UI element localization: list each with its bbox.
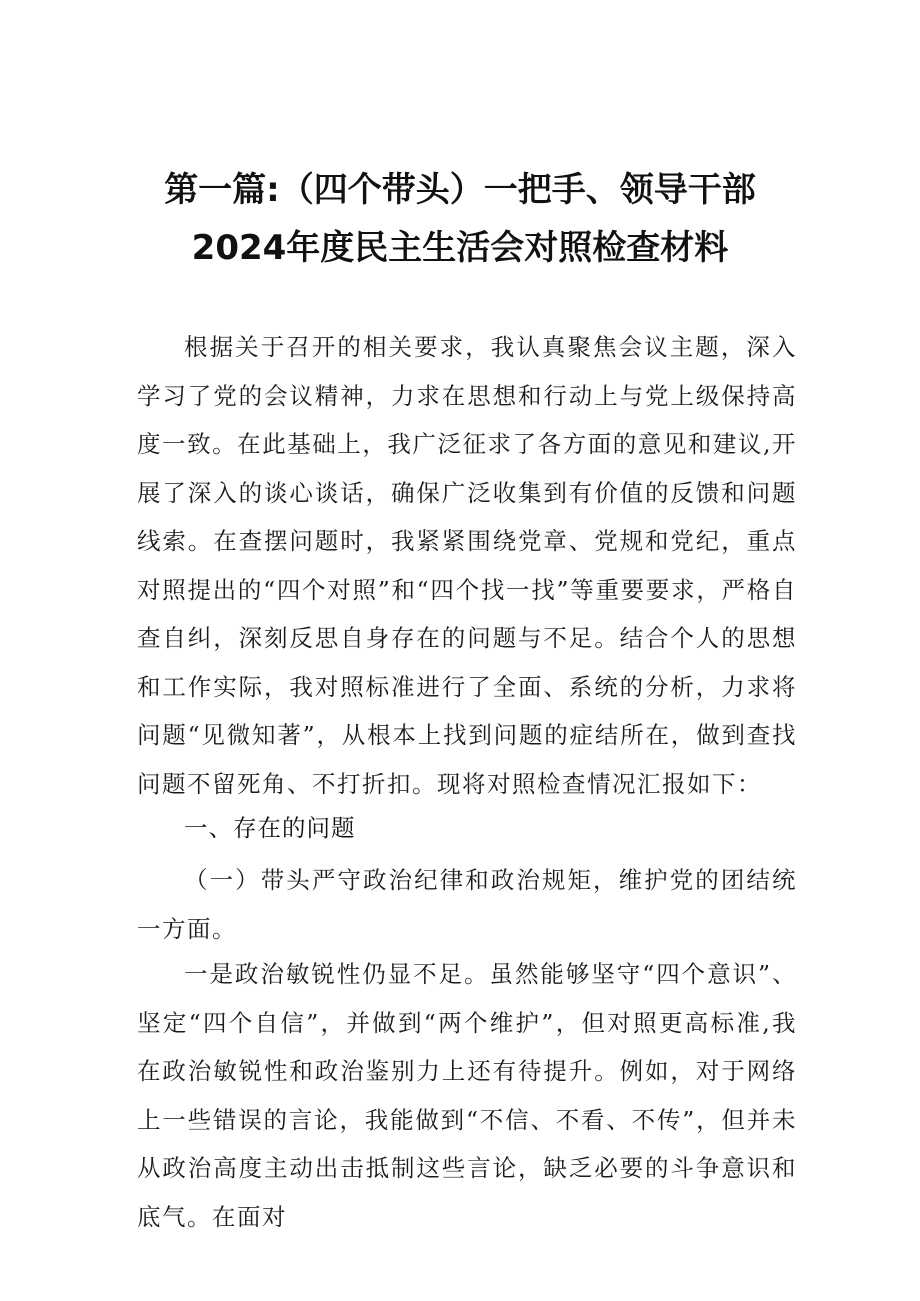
section-heading-problems: 一、存在的问题 <box>184 814 356 842</box>
document-title-line2: 2024年度民主生活会对照检查材料 <box>191 228 729 268</box>
intro-paragraph: 根据关于召开的相关要求，我认真聚焦会议主题，深入学习了党的会议精神，力求在思想和行动上与党上级保持高度一致。在此基础上，我广泛征求了各方面的意见和建议,开展了深入的谈心谈话，确保广泛收集到有价值的反馈和问题线索。在查摆问题时，我紧紧围绕党章、党规和党纪，重点对照提出的“四个对照”和“四个找一找”等重要要求，严格自查自纠，深刻反思自身存在的问题与不足。结合个人的思想和工作实际，我对照标准进行了全面、系统的分析，力求将问题“见微知著”，从根本上找到问题的症结所在，做到查找问题不留死角、不打折扣。现将对照检查情况汇报如下： <box>137 333 797 798</box>
point-paragraph-political-sensitivity: 一是政治敏锐性仍显不足。虽然能够坚守“四个意识”、坚定“四个自信”，并做到“两个维护”，但对照更高标准,我在政治敏锐性和政治鉴别力上还有待提升。例如，对于网络上一些错误的言论，我能做到“不信、不看、不传”，但并未从政治高度主动出击抵制这些言论，缺乏必要的斗争意识和底气。在面对 <box>137 960 797 1231</box>
document-title-line1: 第一篇:（四个带头）一把手、领导干部 <box>164 170 756 210</box>
subsection-heading-political-discipline: （一）带头严守政治纪律和政治规矩，维护党的团结统一方面。 <box>137 866 797 943</box>
